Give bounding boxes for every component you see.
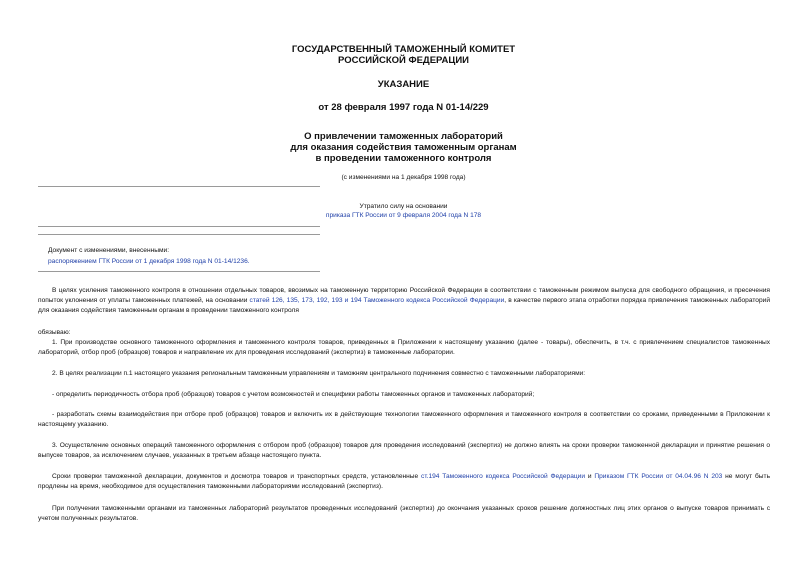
paragraph-intro	[38, 286, 770, 316]
paragraph-text: и	[585, 473, 595, 480]
obligate-line: обязываю:	[38, 329, 71, 336]
divider	[38, 234, 320, 235]
paragraph-item-2b: - разработать схемы взаимодействия при отборе проб (образцов) товаров и включить их в действующие технологии таможенного оформления и таможенного контроля в соответствии со сроками, приведенными в Приложении к настоящему указанию.	[38, 411, 770, 428]
paragraph-item-3: 3. Осуществление основных операций таможенного оформления с отбором проб (образцов) товаров для проведения исследований (экспертиз) не должно влиять на сроки проверки таможенной декларации и принятие решения о выпуске товаров, за исключением случаев, указанных в третьем абзаце настоящего пункта.	[38, 442, 770, 459]
repeal-status: Утратило силу на основании	[359, 203, 448, 210]
org-name-line-2: РОССИЙСКОЙ ФЕДЕРАЦИИ	[337, 55, 469, 66]
document-date: от 28 февраля 1997 года N 01-14/229	[318, 102, 489, 113]
paragraph-text: В целях усиления таможенного контроля в отношении отдельных товаров, ввозимых на таможенную территорию Российской Федерации в соответствии с таможенным режимом выпуска для свободного обращения, и пресечения попыток уклонения от уплаты таможенных платежей, на основании	[38, 287, 770, 304]
order-203-link[interactable]: Приказом ГТК России от 04.04.96 N 203	[594, 473, 723, 480]
title-line-3: в проведении таможенного контроля	[315, 153, 492, 164]
paragraph-text: Сроки проверки таможенной декларации, документов и досмотра товаров и транспортных средств, установленные	[52, 473, 422, 480]
changes-note: (с изменениями на 1 декабря 1998 года)	[341, 174, 466, 181]
divider	[38, 271, 320, 272]
paragraph-item-2: 2. В целях реализации п.1 настоящего указания региональным таможенным управлениям и таможням центрального подчинения совместно с таможенными лабораториями:	[52, 370, 586, 377]
paragraph-text: не могут быть продлены на время, необходимое для осуществления таможенными лабораториями исследований (экспертиз).	[38, 473, 770, 490]
paragraph-item-2a: - определить периодичность отбора проб (образцов) товаров с учетом возможностей и специфики работы таможенных органов и таможенных лабораторий;	[52, 391, 535, 398]
paragraph-deadlines	[38, 472, 770, 492]
repeal-status-link-line	[0, 211, 807, 220]
amendment-order-link[interactable]: распоряжением ГТК России от 1 декабря 1998 года N 01-14/1236.	[48, 258, 250, 265]
customs-code-article-194-link[interactable]: ст.194 Таможенного кодекса Российской Федерации	[421, 473, 586, 480]
org-name-line-1: ГОСУДАРСТВЕННЫЙ ТАМОЖЕННЫЙ КОМИТЕТ	[291, 44, 516, 55]
divider	[38, 226, 320, 227]
repeal-order-link[interactable]: приказа ГТК России от 9 февраля 2004 года N 178	[325, 212, 482, 219]
paragraph-item-1: 1. При производстве основного таможенного оформления и таможенного контроля товаров, приведенных в Приложении к настоящему указанию (далее - товары), обеспечить, в т.ч. с привлечением специалистов таможенных лабораторий, отбор проб (образцов) товаров и направление их для проведения исследований (экспертиз) в таможенные лаборатории.	[38, 339, 770, 356]
title-line-2: для оказания содействия таможенным органам	[290, 142, 517, 153]
amendments-link-line	[48, 257, 250, 266]
amendments-note: Документ с изменениями, внесенными:	[48, 247, 170, 254]
customs-code-articles-link[interactable]: статей 126, 135, 173, 192, 193 и 194 Таможенного кодекса Российской Федерации	[249, 297, 505, 304]
paragraph-text: , в качестве первого этапа отработки порядка привлечения таможенных лабораторий для оказания содействия таможенным органам в проведении таможенного контроля	[38, 297, 770, 314]
title-line-1: О привлечении таможенных лабораторий	[304, 131, 503, 142]
divider	[38, 186, 320, 187]
document-type: УКАЗАНИЕ	[377, 79, 430, 90]
paragraph-results: При получении таможенными органами из таможенных лабораторий результатов проведенных исследований (экспертиз) до окончания указанных сроков решение должностных лиц этих органов о выпуске товаров принимать с учетом полученных результатов.	[38, 505, 770, 522]
